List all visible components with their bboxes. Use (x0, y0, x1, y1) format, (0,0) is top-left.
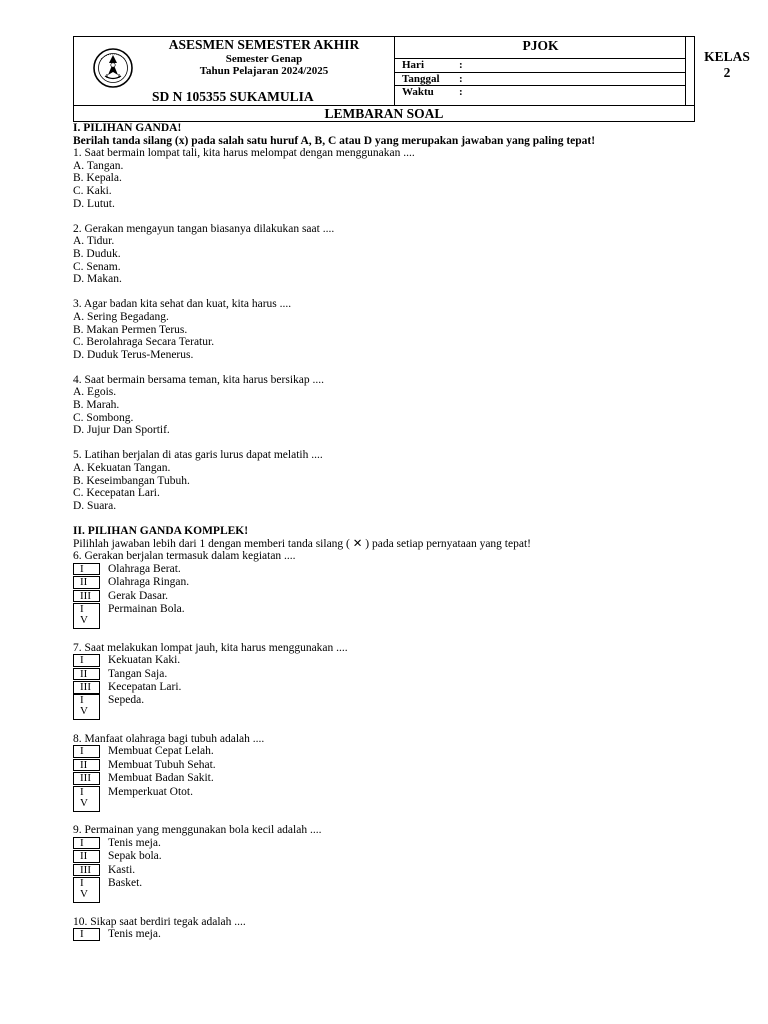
answer-option-row (73, 759, 695, 772)
answer-option[interactable]: B. Kepala. (73, 172, 122, 185)
answer-option-row (73, 681, 695, 694)
question-spacer (73, 887, 695, 903)
answer-option[interactable]: A. Tidur. (73, 235, 115, 248)
roman-numeral: II (80, 576, 88, 589)
answer-option-text: Kecepatan Lari. (108, 680, 182, 693)
roman-numeral: V (80, 613, 88, 626)
question-spacer (73, 812, 695, 825)
roman-numeral: V (80, 887, 88, 900)
field-row-hari[interactable] (395, 58, 686, 72)
roman-numeral: I (80, 654, 84, 667)
question-spacer (73, 629, 695, 642)
answer-checkbox[interactable] (73, 928, 100, 941)
answer-option[interactable]: A. Egois. (73, 386, 117, 399)
field-colon: : (459, 86, 463, 98)
section1-instruction: Berilah tanda silang (x) pada salah satu huruf A, B, C atau D yang merupakan jawaban yang paling tepat! (73, 134, 596, 147)
field-label-hari: Hari (402, 59, 424, 71)
answer-option-row (73, 563, 695, 576)
exam-title: ASESMEN SEMESTER AKHIR (168, 37, 360, 52)
answer-option-row (73, 876, 695, 900)
question-spacer (73, 796, 695, 812)
answer-checkbox[interactable] (73, 590, 100, 603)
answer-option[interactable]: C. Kecepatan Lari. (73, 487, 160, 500)
question-spacer (73, 437, 695, 450)
roman-numeral: I (80, 785, 84, 798)
question-spacer (73, 286, 695, 299)
roman-numeral: I (80, 602, 84, 615)
answer-option-row (73, 864, 695, 877)
question-text: 9. Permainan yang menggunakan bola kecil adalah .... (73, 824, 322, 837)
sheet-title: LEMBARAN SOAL (73, 106, 695, 122)
question-text: 1. Saat bermain lompat tali, kita harus melompat dengan menggunakan .... (73, 147, 415, 160)
answer-option-row (73, 576, 695, 589)
answer-option-text: Olahraga Berat. (108, 562, 181, 575)
answer-option-row (73, 928, 695, 941)
roman-numeral: III (80, 772, 91, 785)
answer-option[interactable]: A. Tangan. (73, 159, 124, 172)
answer-option-text: Permainan Bola. (108, 602, 185, 615)
roman-numeral: I (80, 745, 84, 758)
roman-numeral: I (80, 836, 84, 849)
class-label: KELAS (704, 49, 750, 64)
answer-option-row (73, 785, 695, 809)
answer-option[interactable]: B. Keseimbangan Tubuh. (73, 474, 190, 487)
section1-heading: I. PILIHAN GANDA! (73, 122, 182, 134)
school-name: SD N 105355 SUKAMULIA (152, 89, 314, 104)
answer-option-text: Membuat Badan Sakit. (108, 772, 214, 785)
roman-numeral: I (80, 562, 84, 575)
answer-checkbox[interactable] (73, 877, 100, 903)
answer-option-text: Tenis meja. (108, 928, 161, 941)
question-spacer (73, 361, 695, 374)
answer-checkbox[interactable] (73, 694, 100, 720)
answer-option-text: Memperkuat Otot. (108, 785, 193, 798)
subject-name: PJOK (522, 38, 559, 53)
class-value: 2 (723, 65, 731, 80)
answer-option[interactable]: D. Jujur Dan Sportif. (73, 424, 170, 437)
answer-option-text: Membuat Cepat Lelah. (108, 745, 214, 758)
section2-instruction: Pilihlah jawaban lebih dari 1 dengan memberi tanda silang ( ✕ ) pada setiap pernyataan yang tepat! (73, 537, 531, 550)
roman-numeral: V (80, 705, 88, 718)
answer-option-row (73, 668, 695, 681)
exam-content (73, 122, 695, 942)
answer-option[interactable]: B. Makan Permen Terus. (73, 323, 188, 336)
field-row-tanggal[interactable] (395, 72, 686, 86)
field-colon: : (459, 73, 463, 85)
header-class-cell (685, 37, 768, 105)
roman-numeral: II (80, 758, 88, 771)
answer-option[interactable]: C. Berolahraga Secara Teratur. (73, 336, 215, 349)
roman-numeral: I (80, 876, 84, 889)
answer-option-row (73, 837, 695, 850)
answer-option-row (73, 850, 695, 863)
roman-numeral: I (80, 694, 84, 707)
answer-checkbox[interactable] (73, 759, 100, 772)
answer-checkbox[interactable] (73, 603, 100, 629)
field-row-waktu[interactable] (395, 85, 686, 99)
answer-checkbox[interactable] (73, 786, 100, 812)
answer-option[interactable]: D. Duduk Terus-Menerus. (73, 348, 194, 361)
question-text: 10. Sikap saat berdiri tegak adalah .... (73, 915, 246, 928)
roman-numeral: I (80, 928, 84, 941)
field-label-waktu: Waktu (402, 86, 434, 98)
answer-option[interactable]: C. Kaki. (73, 184, 112, 197)
question-text: 6. Gerakan berjalan termasuk dalam kegiatan .... (73, 550, 296, 563)
question-spacer (73, 613, 695, 629)
answer-option-text: Kekuatan Kaki. (108, 654, 181, 667)
answer-checkbox[interactable] (73, 837, 100, 850)
answer-checkbox[interactable] (73, 576, 100, 589)
answer-option[interactable]: D. Suara. (73, 499, 117, 512)
answer-checkbox[interactable] (73, 850, 100, 863)
answer-option-row (73, 602, 695, 626)
question-spacer (73, 210, 695, 223)
section2-questions (73, 550, 695, 941)
answer-option[interactable]: D. Makan. (73, 273, 122, 286)
field-label-tanggal: Tanggal (402, 73, 440, 85)
answer-checkbox[interactable] (73, 772, 100, 785)
answer-option-text: Sepeda. (108, 694, 145, 707)
roman-numeral: III (80, 589, 91, 602)
section1-questions (73, 147, 695, 525)
answer-option-text: Kasti. (108, 863, 136, 876)
answer-option-text: Sepak bola. (108, 850, 162, 863)
question-text: 4. Saat bermain bersama teman, kita harus bersikap .... (73, 373, 325, 386)
answer-checkbox[interactable] (73, 668, 100, 681)
answer-option-row (73, 745, 695, 758)
semester-label: Semester Genap (225, 53, 303, 65)
answer-checkbox[interactable] (73, 654, 100, 667)
question-text: 8. Manfaat olahraga bagi tubuh adalah .... (73, 732, 265, 745)
roman-numeral: II (80, 667, 88, 680)
answer-option[interactable]: A. Kekuatan Tangan. (73, 462, 171, 475)
answer-option-row (73, 654, 695, 667)
question-text: 2. Gerakan mengayun tangan biasanya dilakukan saat .... (73, 222, 335, 235)
exam-page (73, 36, 750, 942)
roman-numeral: III (80, 680, 91, 693)
question-spacer (73, 705, 695, 721)
answer-option-text: Membuat Tubuh Sehat. (108, 758, 216, 771)
header-left-cell (74, 37, 394, 105)
academic-year-label: Tahun Pelajaran 2024/2025 (199, 65, 329, 77)
roman-numeral: III (80, 863, 91, 876)
answer-option-text: Tenis meja. (108, 836, 161, 849)
answer-option-row (73, 772, 695, 785)
header-subject-cell (394, 37, 686, 105)
question-text: 3. Agar badan kita sehat dan kuat, kita harus .... (73, 298, 292, 311)
answer-option-row (73, 694, 695, 718)
answer-option[interactable]: B. Marah. (73, 399, 120, 412)
answer-option-row (73, 590, 695, 603)
answer-option-text: Tangan Saja. (108, 667, 168, 680)
question-spacer (73, 720, 695, 733)
answer-option[interactable]: B. Duduk. (73, 247, 121, 260)
answer-option[interactable]: A. Sering Begadang. (73, 310, 169, 323)
answer-option-text: Olahraga Ringan. (108, 576, 190, 589)
answer-checkbox[interactable] (73, 681, 100, 694)
question-text: 7. Saat melakukan lompat jauh, kita harus menggunakan .... (73, 641, 348, 654)
answer-option-text: Basket. (108, 876, 143, 889)
section2-heading: II. PILIHAN GANDA KOMPLEK! (73, 525, 249, 537)
question-spacer (73, 903, 695, 916)
answer-option[interactable]: D. Lutut. (73, 197, 115, 210)
roman-numeral: V (80, 796, 88, 809)
field-colon: : (459, 59, 463, 71)
answer-checkbox[interactable] (73, 745, 100, 758)
answer-option[interactable]: C. Sombong. (73, 411, 134, 424)
exam-header (73, 36, 750, 106)
roman-numeral: II (80, 850, 88, 863)
question-spacer (73, 512, 695, 525)
answer-option-text: Gerak Dasar. (108, 589, 169, 602)
answer-checkbox[interactable] (73, 864, 100, 877)
question-text: 5. Latihan berjalan di atas garis lurus dapat melatih .... (73, 449, 323, 462)
answer-option[interactable]: C. Senam. (73, 260, 121, 273)
answer-checkbox[interactable] (73, 563, 100, 576)
tut-wuri-handayani-logo-icon (92, 45, 134, 91)
